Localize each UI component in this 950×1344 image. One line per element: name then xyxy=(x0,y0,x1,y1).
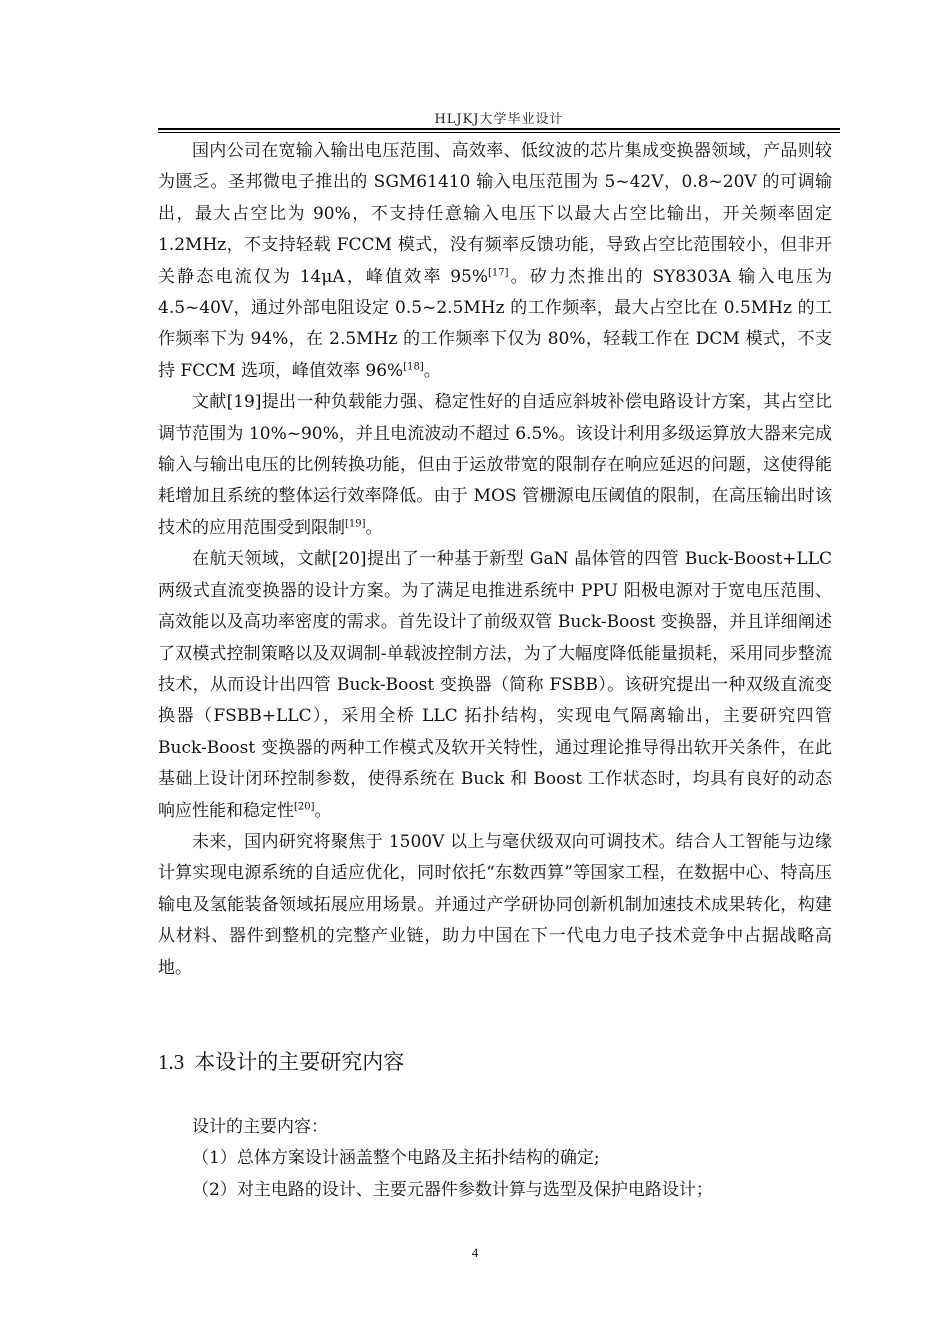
header-rule-thin xyxy=(158,132,840,133)
citation-ref: [19] xyxy=(345,518,366,530)
list-intro: 设计的主要内容： xyxy=(192,1117,328,1137)
citation-ref: [17] xyxy=(487,266,509,278)
paragraph-aerospace xyxy=(158,544,832,827)
citation-ref: [20] xyxy=(294,800,315,812)
page-number: 4 xyxy=(471,1245,479,1260)
paragraph-slope-compensation xyxy=(158,387,832,544)
paragraph-text: 国内公司在宽输入输出电压范围、高效率、低纹波的芯片集成变换器领域，产品则较为匮乏。圣邦微电子推出的 SGM61410 输入电压范围为 5~42V，0.8~20V 的可调输出，最大占空比为 90%，不支持任意输入电压下以最大占空比输出，开关频率固定 1.2MHz，不支持轻载 FCCM 模式，没有频率反馈功能，导致占空比范围较小，但非开关静态电流仅为 14μA，峰值效率 95% xyxy=(158,141,832,287)
citation-ref: [18] xyxy=(403,361,424,373)
header-rule xyxy=(158,128,840,130)
paragraph-text: 文献[19]提出一种负载能力强、稳定性好的自适应斜坡补偿电路设计方案，其占空比调节范围为 10%~90%，并且电流波动不超过 6.5%。该设计利用多级运算放大器来完成输入与输出电压的比例转换功能，但由于运放带宽的限制存在响应延迟的问题，这使得能耗增加且系统的整体运行效率降低。由于 MOS 管栅源电压阈值的限制，在高压输出时该技术的应用范围受到限制 xyxy=(158,392,832,538)
section-heading xyxy=(158,1046,404,1076)
paragraph-text: 未来，国内研究将聚焦于 1500V 以上与毫伏级双向可调技术。结合人工智能与边缘计算实现电源系统的自适应优化，同时依托“东数西算”等国家工程，在数据中心、特高压输电及氢能装备领域拓展应用场景。并通过产学研协同创新机制加速技术成果转化，构建从材料、器件到整机的完整产业链，助力中国在下一代电力电子技术竞争中占据战略高地。 xyxy=(158,831,832,978)
list-item: （1）总体方案设计涵盖整个电路及主拓扑结构的确定; xyxy=(192,1148,600,1169)
paragraph-text: 。 xyxy=(365,517,383,538)
paragraph-text: 。矽力杰推出的 SY8303A 输入电压为 4.5~40V，通过外部电阻设定 0.5~2.5MHz 的工作频率，最大占空比在 0.5MHz 的工作频率下为 94%，在 2.5MHz 的工作频率下仅为 80%，轻载工作在 DCM 模式，不支持 FCCM 选项，峰值效率 96% xyxy=(158,266,832,381)
paragraph-text: 。 xyxy=(423,360,441,381)
body-text xyxy=(158,136,832,984)
section-title: 本设计的主要研究内容 xyxy=(194,1050,405,1074)
list-item: （2）对主电路的设计、主要元器件参数计算与选型及保护电路设计； xyxy=(192,1179,713,1200)
section-number: 1.3 xyxy=(158,1050,185,1074)
paragraph-text: 。 xyxy=(314,800,332,821)
paragraph-text: 在航天领域，文献[20]提出了一种基于新型 GaN 晶体管的四管 Buck-Boost+LLC 两级式直流变换器的设计方案。为了满足电推进系统中 PPU 阳极电源对于宽电压范围、高效能以及高功率密度的需求。首先设计了前级双管 Buck-Boost 变换器，并且详细阐述了双模式控制策略以及双调制-单载波控制方法，为了大幅度降低能量损耗，采用同步整流技术，从而设计出四管 Buck-Boost 变换器（简称 FSBB）。该研究提出一种双级直流变换器（FSBB+LLC），采用全桥 LLC 拓扑结构，实现电气隔离输出，主要研究四管 Buck-Boost 变换器的两种工作模式及软开关特性，通过理论推导得出软开关条件，在此基础上设计闭环控制参数，使得系统在 Buck 和 Boost 工作状态时，均具有良好的动态响应性能和稳定性 xyxy=(158,549,832,821)
research-content-list xyxy=(158,1112,832,1206)
running-header: HLJKJ大学毕业设计 xyxy=(434,112,564,127)
paragraph-domestic-chips xyxy=(158,136,832,387)
paragraph-future xyxy=(158,827,832,984)
